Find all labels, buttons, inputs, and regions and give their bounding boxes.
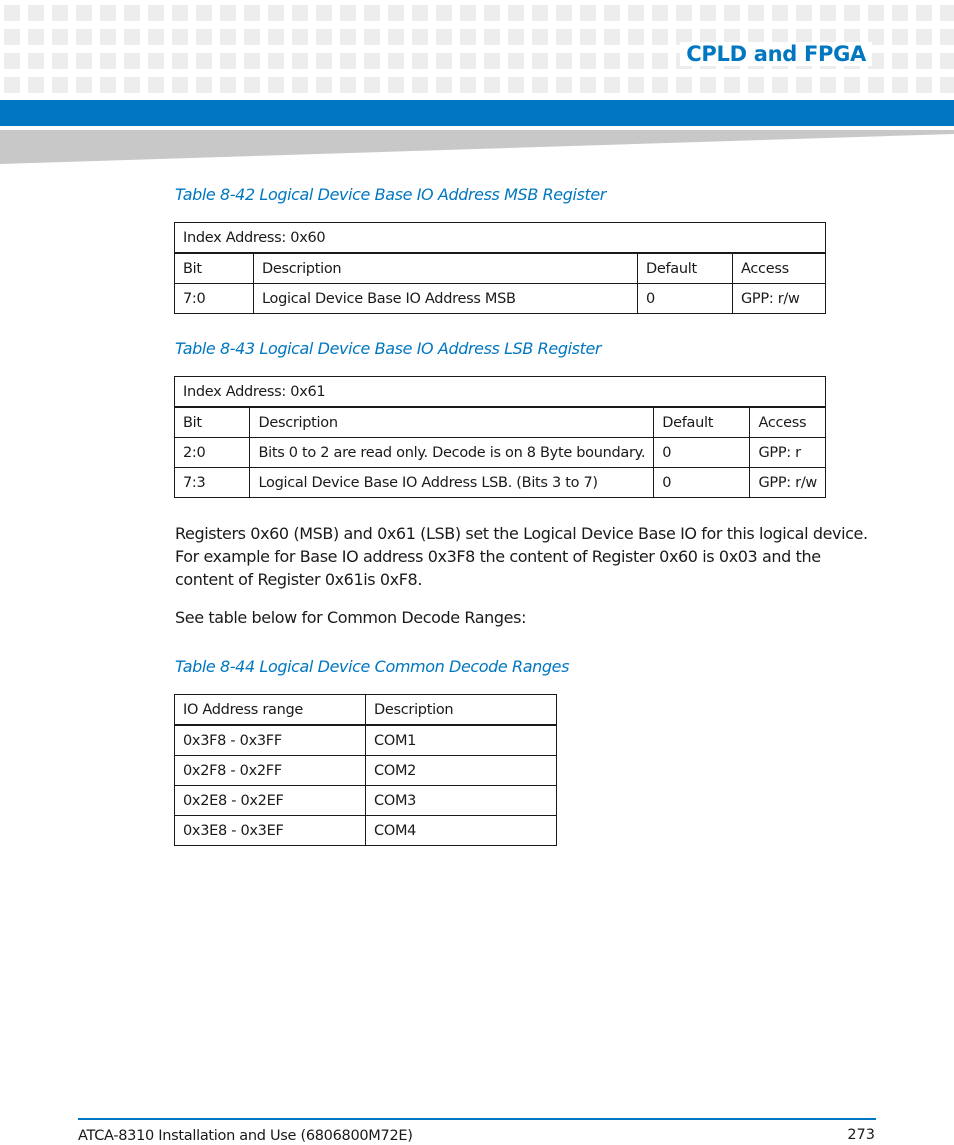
table-cell: 0: [638, 284, 733, 314]
table-header-cell: Bit: [175, 407, 250, 438]
table-header-cell: Description: [250, 407, 654, 438]
table-cell: 0x3E8 - 0x3EF: [175, 816, 366, 846]
table-cell: COM1: [366, 725, 557, 756]
table-44-caption: Table 8-44 Logical Device Common Decode Ranges: [175, 657, 570, 676]
table-cell: 0x2F8 - 0x2FF: [175, 756, 366, 786]
body-paragraph: See table below for Common Decode Ranges:: [175, 608, 527, 627]
table-cell: 0: [654, 438, 750, 468]
table-row: [175, 284, 826, 314]
table-header-cell: Default: [654, 407, 750, 438]
table-cell: 0x2E8 - 0x2EF: [175, 786, 366, 816]
table-42-caption: Table 8-42 Logical Device Base IO Address MSB Register: [175, 185, 606, 204]
table-cell: Logical Device Base IO Address MSB: [254, 284, 638, 314]
table-43-caption: Table 8-43 Logical Device Base IO Address LSB Register: [175, 339, 602, 358]
table-cell: 2:0: [175, 438, 250, 468]
table-cell: 7:3: [175, 468, 250, 498]
table-44: [174, 694, 557, 846]
section-title: CPLD and FPGA: [680, 42, 872, 66]
table-43: [174, 376, 826, 498]
table-row: [175, 725, 557, 756]
body-paragraph: Registers 0x60 (MSB) and 0x61 (LSB) set the Logical Device Base IO for this logical device. For example for Base IO address 0x3F8 the content of Register 0x60 is 0x03 and the content of Register 0x61is 0xF8.: [175, 524, 868, 589]
table-cell: 0x3F8 - 0x3FF: [175, 725, 366, 756]
table-header-cell: Default: [638, 253, 733, 284]
footer-document-title: ATCA-8310 Installation and Use (6806800M72E): [78, 1128, 413, 1144]
table-header-cell: Description: [254, 253, 638, 284]
table-row: [175, 786, 557, 816]
header-blue-bar: [0, 100, 954, 126]
table-cell: GPP: r/w: [733, 284, 826, 314]
table-header-cell: Access: [733, 253, 826, 284]
table-cell: COM2: [366, 756, 557, 786]
table-cell: 7:0: [175, 284, 254, 314]
table-cell: Bits 0 to 2 are read only. Decode is on 8 Byte boundary.: [250, 438, 654, 468]
table-row: [175, 438, 826, 468]
table-row: [175, 816, 557, 846]
table-row: [175, 468, 826, 498]
table-header-cell: Bit: [175, 253, 254, 284]
table-cell: Logical Device Base IO Address LSB. (Bits 3 to 7): [250, 468, 654, 498]
footer-divider: [78, 1118, 876, 1120]
table-cell: COM3: [366, 786, 557, 816]
page-number: 273: [847, 1127, 875, 1143]
table-43-index-address: Index Address: 0x61: [175, 377, 826, 408]
table-cell: 0: [654, 468, 750, 498]
table-header-cell: Access: [750, 407, 826, 438]
table-42-index-address: Index Address: 0x60: [175, 223, 826, 254]
table-header-cell: Description: [366, 695, 557, 726]
table-header-cell: IO Address range: [175, 695, 366, 726]
table-42: [174, 222, 826, 314]
table-cell: GPP: r: [750, 438, 826, 468]
table-cell: COM4: [366, 816, 557, 846]
table-row: [175, 756, 557, 786]
header-grey-wedge: [0, 130, 954, 164]
table-cell: GPP: r/w: [750, 468, 826, 498]
